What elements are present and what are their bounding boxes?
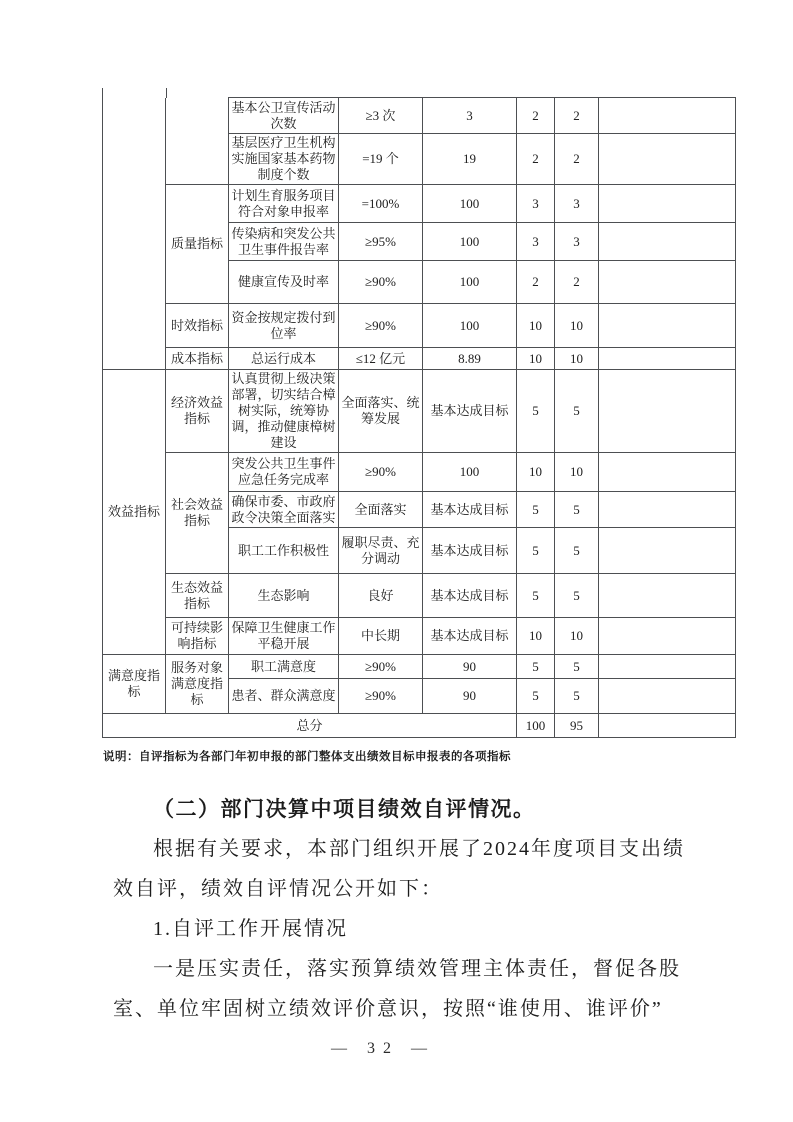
target-cell: =100% — [339, 185, 423, 223]
remark-cell — [599, 528, 736, 574]
subcategory-cell-timeliness: 时效指标 — [166, 304, 229, 348]
self-score-cell: 10 — [555, 618, 599, 655]
table-row-total — [103, 714, 736, 738]
paragraph-line: 一是压实责任，落实预算绩效管理主体责任，督促各股 — [153, 958, 681, 980]
subcategory-cell-ecological: 生态效益指标 — [166, 574, 229, 618]
subcategory-cell-sustainability: 可持续影响指标 — [166, 618, 229, 655]
value-cell: 90 — [423, 679, 517, 714]
score-cell: 5 — [517, 679, 555, 714]
self-score-cell: 10 — [555, 453, 599, 492]
remark-cell — [599, 98, 736, 134]
score-cell: 5 — [517, 574, 555, 618]
value-cell: 90 — [423, 655, 517, 679]
target-cell: ≥3 次 — [339, 98, 423, 134]
self-score-cell: 10 — [555, 304, 599, 348]
score-cell: 2 — [517, 134, 555, 185]
remark-cell — [599, 348, 736, 370]
self-score-cell: 5 — [555, 528, 599, 574]
score-cell: 10 — [517, 348, 555, 370]
subcategory-cell-blank — [166, 98, 229, 185]
score-cell: 10 — [517, 304, 555, 348]
performance-indicator-table — [102, 97, 736, 738]
self-score-cell: 3 — [555, 223, 599, 261]
indicator-cell: 资金按规定拨付到位率 — [229, 304, 339, 348]
table-row — [103, 453, 736, 492]
value-cell: 19 — [423, 134, 517, 185]
indicator-cell: 突发公共卫生事件应急任务完成率 — [229, 453, 339, 492]
value-cell: 100 — [423, 223, 517, 261]
indicator-cell: 职工满意度 — [229, 655, 339, 679]
indicator-cell: 患者、群众满意度 — [229, 679, 339, 714]
paragraph-line: 效自评，绩效自评情况公开如下： — [113, 878, 443, 900]
table-row — [103, 185, 736, 223]
table-row — [103, 655, 736, 679]
indicator-cell: 生态影响 — [229, 574, 339, 618]
self-score-cell: 10 — [555, 348, 599, 370]
table-row — [103, 348, 736, 370]
self-score-cell: 2 — [555, 261, 599, 304]
indicator-cell: 计划生育服务项目符合对象申报率 — [229, 185, 339, 223]
indicator-cell: 传染病和突发公共卫生事件报告率 — [229, 223, 339, 261]
remark-cell — [599, 679, 736, 714]
remark-cell — [599, 574, 736, 618]
score-cell: 3 — [517, 185, 555, 223]
target-cell: 中长期 — [339, 618, 423, 655]
category-cell-satisfaction: 满意度指标 — [103, 655, 166, 714]
subcategory-cell-cost: 成本指标 — [166, 348, 229, 370]
value-cell: 100 — [423, 453, 517, 492]
paragraph-line: 室、单位牢固树立绩效评价意识，按照“谁使用、谁评价” — [113, 998, 663, 1020]
target-cell: 全面落实、统筹发展 — [339, 370, 423, 453]
table-row — [103, 370, 736, 453]
subcategory-cell-economic: 经济效益指标 — [166, 370, 229, 453]
remark-cell — [599, 304, 736, 348]
self-score-cell: 5 — [555, 370, 599, 453]
self-score-cell: 5 — [555, 574, 599, 618]
self-score-cell: 3 — [555, 185, 599, 223]
remark-cell — [599, 370, 736, 453]
total-self-score-cell: 95 — [555, 714, 599, 738]
value-cell: 基本达成目标 — [423, 574, 517, 618]
remark-cell — [599, 223, 736, 261]
indicator-cell: 确保市委、市政府政令决策全面落实 — [229, 492, 339, 528]
value-cell: 基本达成目标 — [423, 492, 517, 528]
value-cell: 100 — [423, 185, 517, 223]
remark-cell — [599, 618, 736, 655]
target-cell: ≤12 亿元 — [339, 348, 423, 370]
remark-cell — [599, 655, 736, 679]
category-cell-blank — [103, 98, 166, 370]
table-row — [103, 98, 736, 134]
score-cell: 5 — [517, 528, 555, 574]
indicator-cell: 认真贯彻上级决策部署，切实结合樟树实际，统筹协调，推动健康樟树建设 — [229, 370, 339, 453]
subcategory-cell-service: 服务对象满意度指标 — [166, 655, 229, 714]
target-cell: ≥95% — [339, 223, 423, 261]
target-cell: 全面落实 — [339, 492, 423, 528]
value-cell: 100 — [423, 261, 517, 304]
score-cell: 3 — [517, 223, 555, 261]
self-score-cell: 5 — [555, 679, 599, 714]
value-cell: 基本达成目标 — [423, 618, 517, 655]
score-cell: 5 — [517, 492, 555, 528]
value-cell: 8.89 — [423, 348, 517, 370]
score-cell: 10 — [517, 453, 555, 492]
score-cell: 5 — [517, 370, 555, 453]
self-score-cell: 5 — [555, 492, 599, 528]
paragraph-line: 1.自评工作开展情况 — [153, 918, 348, 940]
indicator-cell: 基本公卫宣传活动次数 — [229, 98, 339, 134]
text-section — [113, 789, 685, 1029]
target-cell: =19 个 — [339, 134, 423, 185]
remark-cell — [599, 134, 736, 185]
table-row — [103, 618, 736, 655]
score-cell: 2 — [517, 98, 555, 134]
page-number: — 32 — — [331, 1040, 435, 1057]
target-cell: ≥90% — [339, 453, 423, 492]
subcategory-cell-quality: 质量指标 — [166, 185, 229, 304]
value-cell: 基本达成目标 — [423, 528, 517, 574]
target-cell: ≥90% — [339, 261, 423, 304]
table-row — [103, 574, 736, 618]
remark-cell — [599, 185, 736, 223]
category-cell-benefit: 效益指标 — [103, 370, 166, 655]
self-score-cell: 2 — [555, 134, 599, 185]
indicator-cell: 基层医疗卫生机构实施国家基本药物制度个数 — [229, 134, 339, 185]
subcategory-cell-social: 社会效益指标 — [166, 453, 229, 574]
target-cell: ≥90% — [339, 679, 423, 714]
score-cell: 2 — [517, 261, 555, 304]
indicator-cell: 健康宣传及时率 — [229, 261, 339, 304]
remark-cell — [599, 453, 736, 492]
target-cell: 良好 — [339, 574, 423, 618]
remark-cell — [599, 261, 736, 304]
paragraph-line: 根据有关要求，本部门组织开展了2024年度项目支出绩 — [153, 838, 685, 860]
target-cell: ≥90% — [339, 304, 423, 348]
value-cell: 100 — [423, 304, 517, 348]
table-note: 说明：自评指标为各部门年初申报的部门整体支出绩效目标申报表的各项指标 — [103, 751, 511, 763]
total-label-cell: 总分 — [103, 714, 517, 738]
indicator-cell: 保障卫生健康工作平稳开展 — [229, 618, 339, 655]
remark-cell — [599, 492, 736, 528]
value-cell: 基本达成目标 — [423, 370, 517, 453]
total-score-cell: 100 — [517, 714, 555, 738]
score-cell: 5 — [517, 655, 555, 679]
target-cell: ≥90% — [339, 655, 423, 679]
table-row — [103, 304, 736, 348]
self-score-cell: 2 — [555, 98, 599, 134]
indicator-cell: 职工工作积极性 — [229, 528, 339, 574]
value-cell: 3 — [423, 98, 517, 134]
target-cell: 履职尽责、充分调动 — [339, 528, 423, 574]
score-cell: 10 — [517, 618, 555, 655]
remark-cell — [599, 714, 736, 738]
self-score-cell: 5 — [555, 655, 599, 679]
section-heading: （二）部门决算中项目绩效自评情况。 — [153, 797, 536, 821]
indicator-cell: 总运行成本 — [229, 348, 339, 370]
